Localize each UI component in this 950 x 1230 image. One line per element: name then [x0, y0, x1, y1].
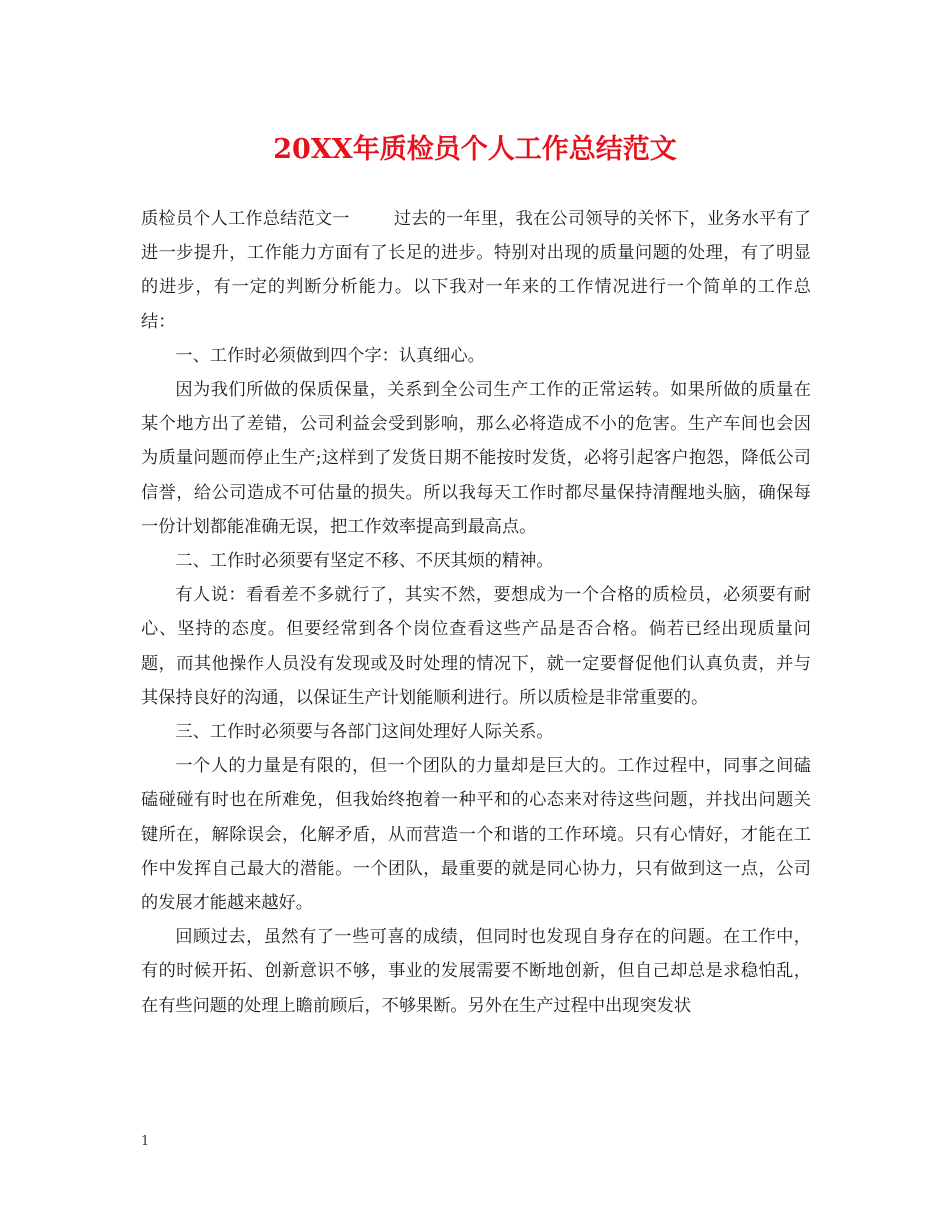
- paragraph-heading-1: 一、工作时必须做到四个字：认真细心。: [175, 345, 485, 366]
- paragraph-1: 因为我们所做的保质保量，关系到全公司生产工作的正常运转。如果所做的质量在某个地方出了差错，公司利益会受到影响，那么必将造成不小的危害。生产车间也会因为质量问题而停止生产;这样到了发货日期不能按时发货，必将引起客户抱怨，降低公司信誉，给公司造成不可估量的损失。所以我每天工作时都尽量保持清醒地头脑，确保每一份计划都能准确无误，把工作效率提高到最高点。: [141, 380, 811, 537]
- intro-text: 过去的一年里，我在公司领导的关怀下，业务水平有了进一步提升，工作能力方面有了长足的进步。特别对出现的质量问题的处理，有了明显的进步，有一定的判断分析能力。以下我对一年来的工作情况进行一个简单的工作总结：: [141, 209, 811, 332]
- intro-label: 质检员个人工作总结范文一: [141, 209, 350, 229]
- paragraph-3: 一个人的力量是有限的，但一个团队的力量却是巨大的。工作过程中，同事之间磕磕碰碰有时也在所难免，但我始终抱着一种平和的心态来对待这些问题，并找出问题关键所在，解除误会，化解矛盾，从而营造一个和谐的工作环境。只有心情好，才能在工作中发挥自己最大的潜能。一个团队，最重要的就是同心协力，只有做到这一点，公司的发展才能越来越好。: [141, 756, 811, 914]
- paragraph-heading-2: 二、工作时必须要有坚定不移、不厌其烦的精神。: [175, 551, 554, 572]
- paragraph-heading-3: 三、工作时必须要与各部门这间处理好人际关系。: [175, 722, 554, 743]
- paragraph-4: 回顾过去，虽然有了一些可喜的成绩，但同时也发现自身存在的问题。在工作中，有的时候开拓、创新意识不够，事业的发展需要不断地创新，但自己却总是求稳怕乱，在有些问题的处理上瞻前顾后，不够果断。另外在生产过程中出现突发状: [141, 927, 811, 1016]
- page-number: 1: [141, 1134, 150, 1149]
- paragraph-intro: [141, 202, 811, 339]
- document-title: 20XX年质检员个人工作总结范文: [273, 134, 677, 165]
- document-body: [141, 202, 811, 1023]
- paragraph-2: 有人说：看看差不多就行了，其实不然，要想成为一个合格的质检员，必须要有耐心、坚持的态度。但要经常到各个岗位查看这些产品是否合格。倘若已经出现质量问题，而其他操作人员没有发现或及时处理的情况下，就一定要督促他们认真负责，并与其保持良好的沟通，以保证生产计划能顺利进行。所以质检是非常重要的。: [141, 585, 811, 708]
